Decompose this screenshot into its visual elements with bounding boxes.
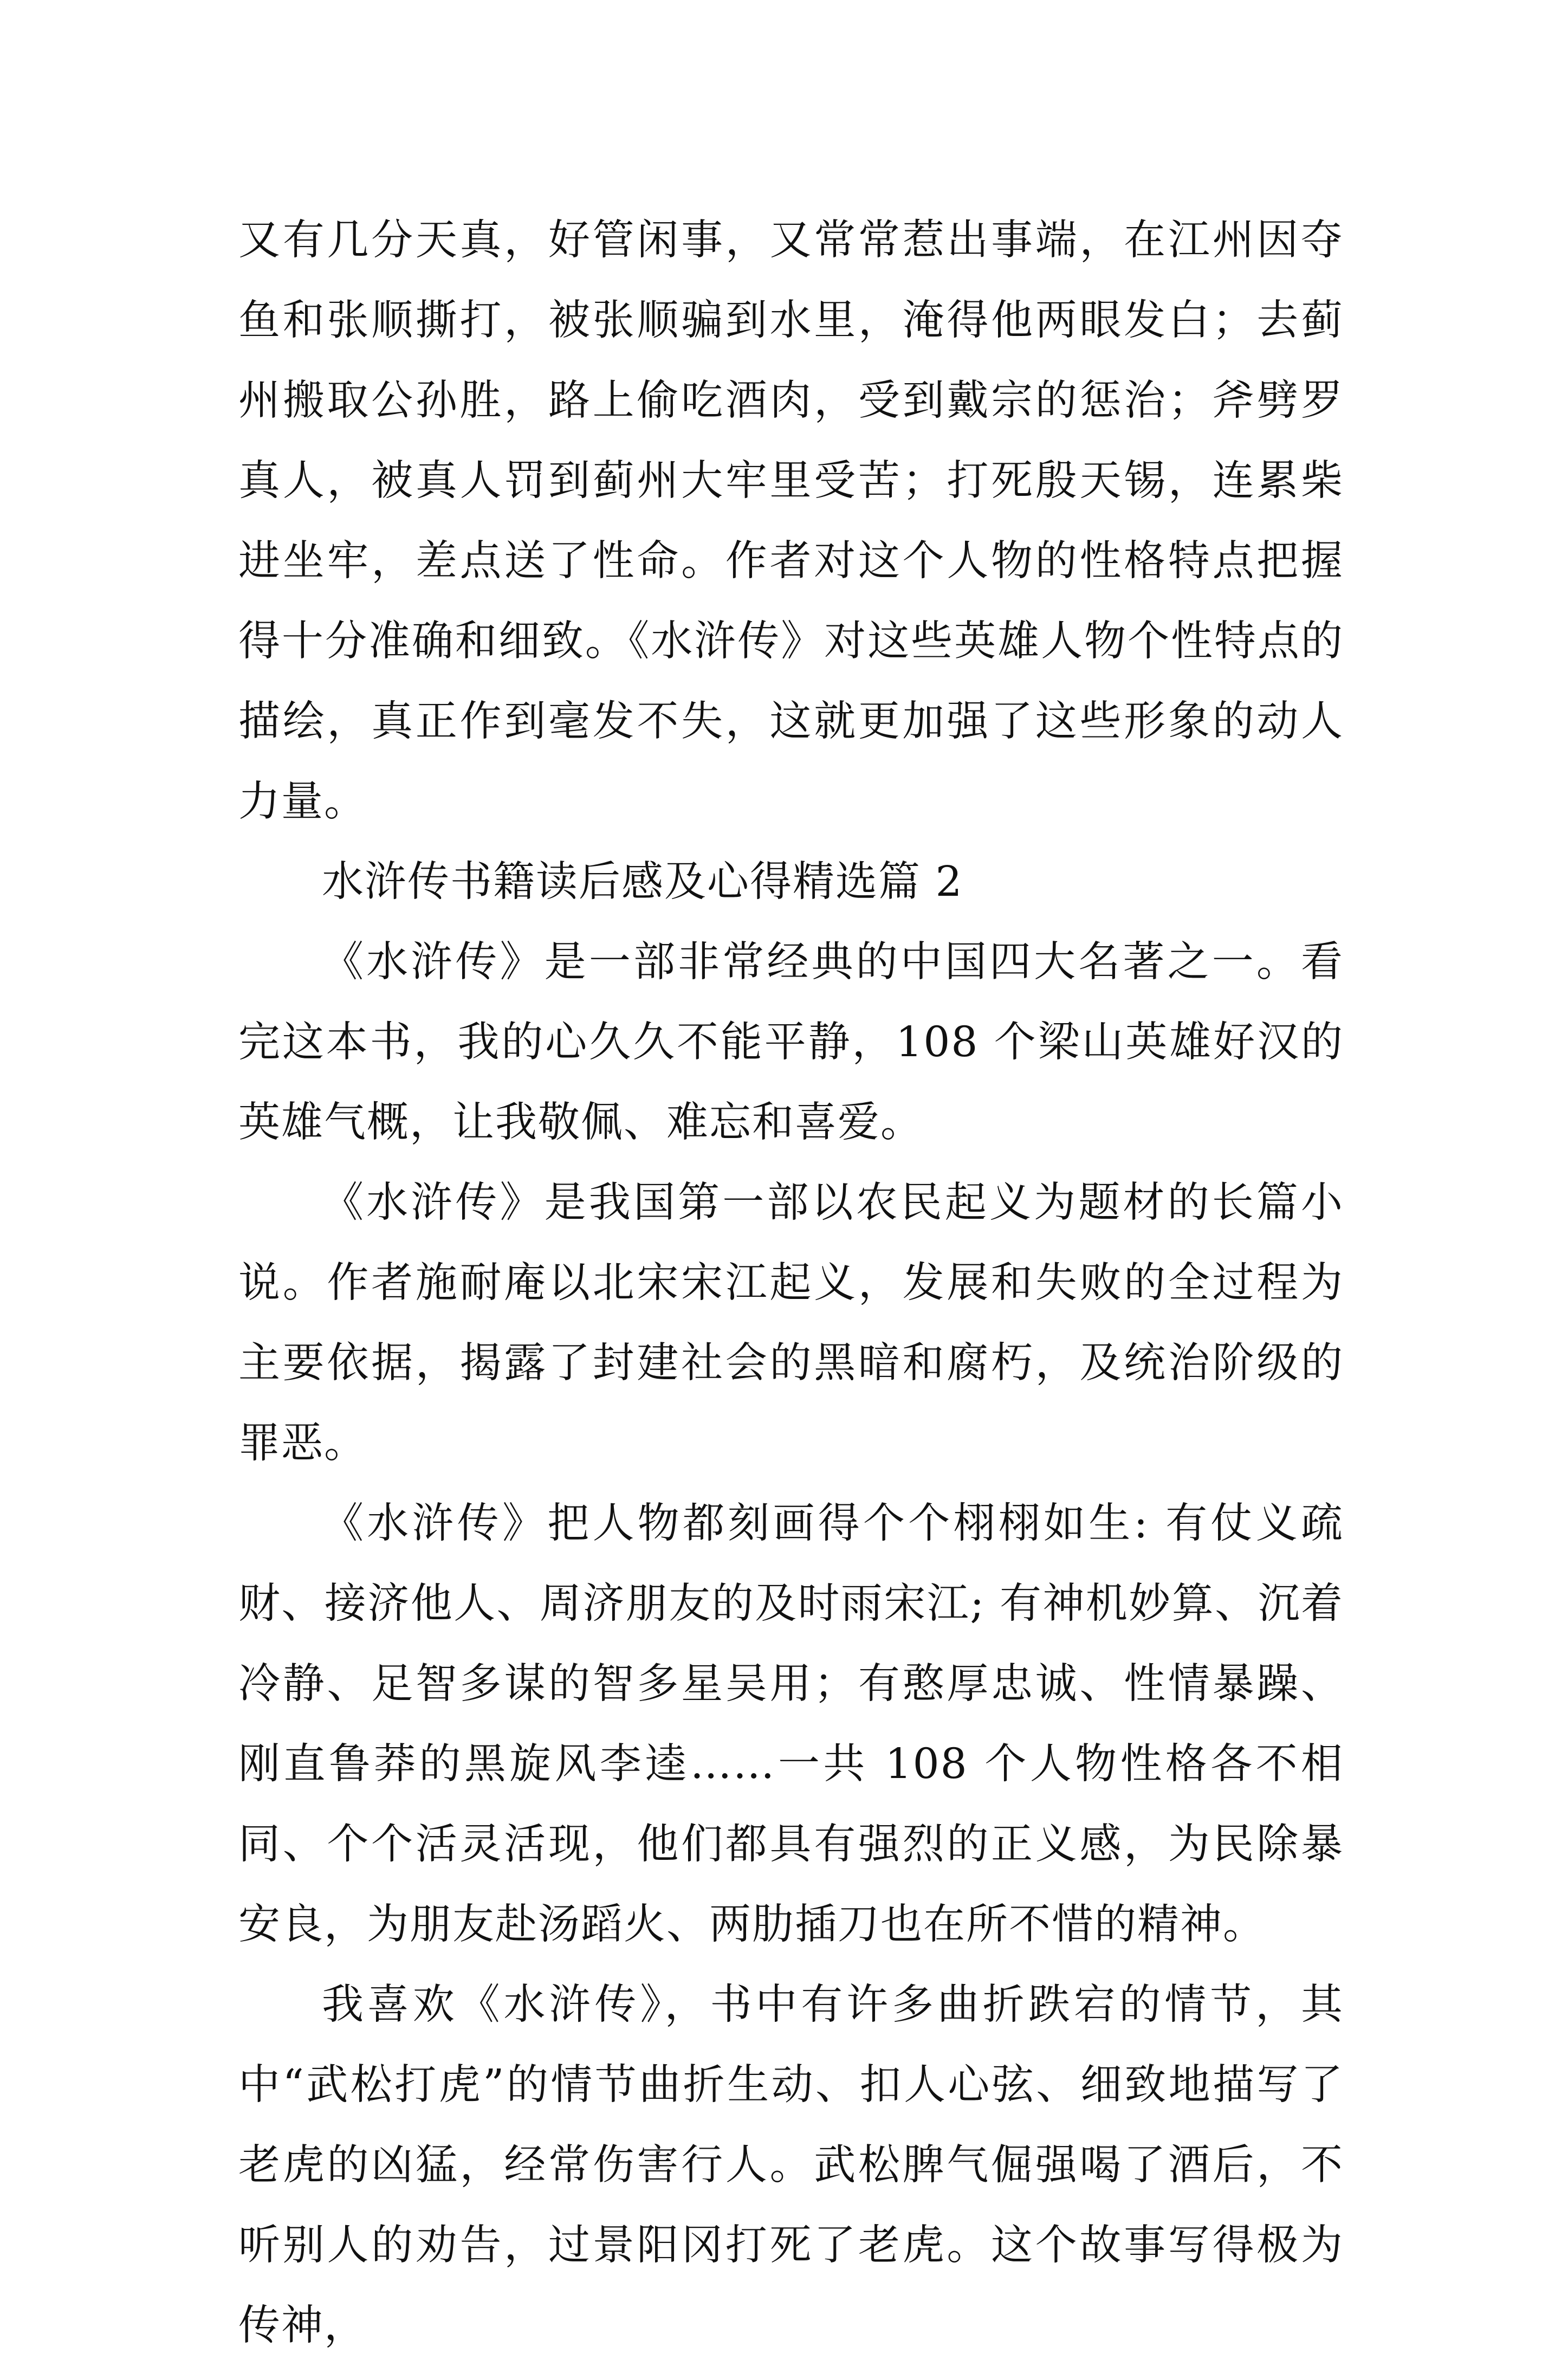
paragraph-background: 《水浒传》是我国第一部以农民起义为题材的长篇小说。作者施耐庵以北宋宋江起义，发展和失败的全过程为主要依据，揭露了封建社会的黑暗和腐朽，及统治阶级的罪恶。 (238, 1179, 1344, 1468)
paragraph-intro: 《水浒传》是一部非常经典的中国四大名著之一。看完这本书，我的心久久不能平静，108 个梁山英雄好汉的英雄气概，让我敬佩、难忘和喜爱。 (238, 938, 1344, 1147)
paragraph-continuation: 又有几分天真，好管闲事，又常常惹出事端，在江州因夺鱼和张顺撕打，被张顺骗到水里，淹得他两眼发白；去蓟州搬取公孙胜，路上偷吃酒肉，受到戴宗的惩治；斧劈罗真人，被真人罚到蓟州大牢里受苦；打死殷天锡，连累柴进坐牢，差点送了性命。作者对这个人物的性格特点把握得十分准确和细致。《水浒传》对这些英雄人物个性特点的描绘，真正作到毫发不失，这就更加强了这些形象的动人力量。 (238, 216, 1344, 826)
section-heading: 水浒传书籍读后感及心得精选篇 2 (322, 858, 963, 906)
document-body (238, 201, 1344, 2366)
paragraph-wusong: 我喜欢《水浒传》，书中有许多曲折跌宕的情节，其中“武松打虎”的情节曲折生动、扣人心弦、细致地描写了老虎的凶猛，经常伤害行人。武松脾气倔强喝了酒后，不听别人的劝告，过景阳冈打死了老虎。这个故事写得极为传神， (238, 1981, 1344, 2350)
paragraph-characters: 《水浒传》把人物都刻画得个个栩栩如生: 有仗义疏财、接济他人、周济朋友的及时雨宋江; 有神机妙算、沉着冷静、足智多谋的智多星吴用；有憨厚忠诚、性情暴躁、刚直鲁莽的黑旋风李逵……一共 108 个人物性格各不相同、个个活灵活现，他们都具有强烈的正义感，为民除暴安良，为朋友赴汤蹈火、两肋插刀也在所不惜的精神。 (238, 1499, 1344, 1949)
